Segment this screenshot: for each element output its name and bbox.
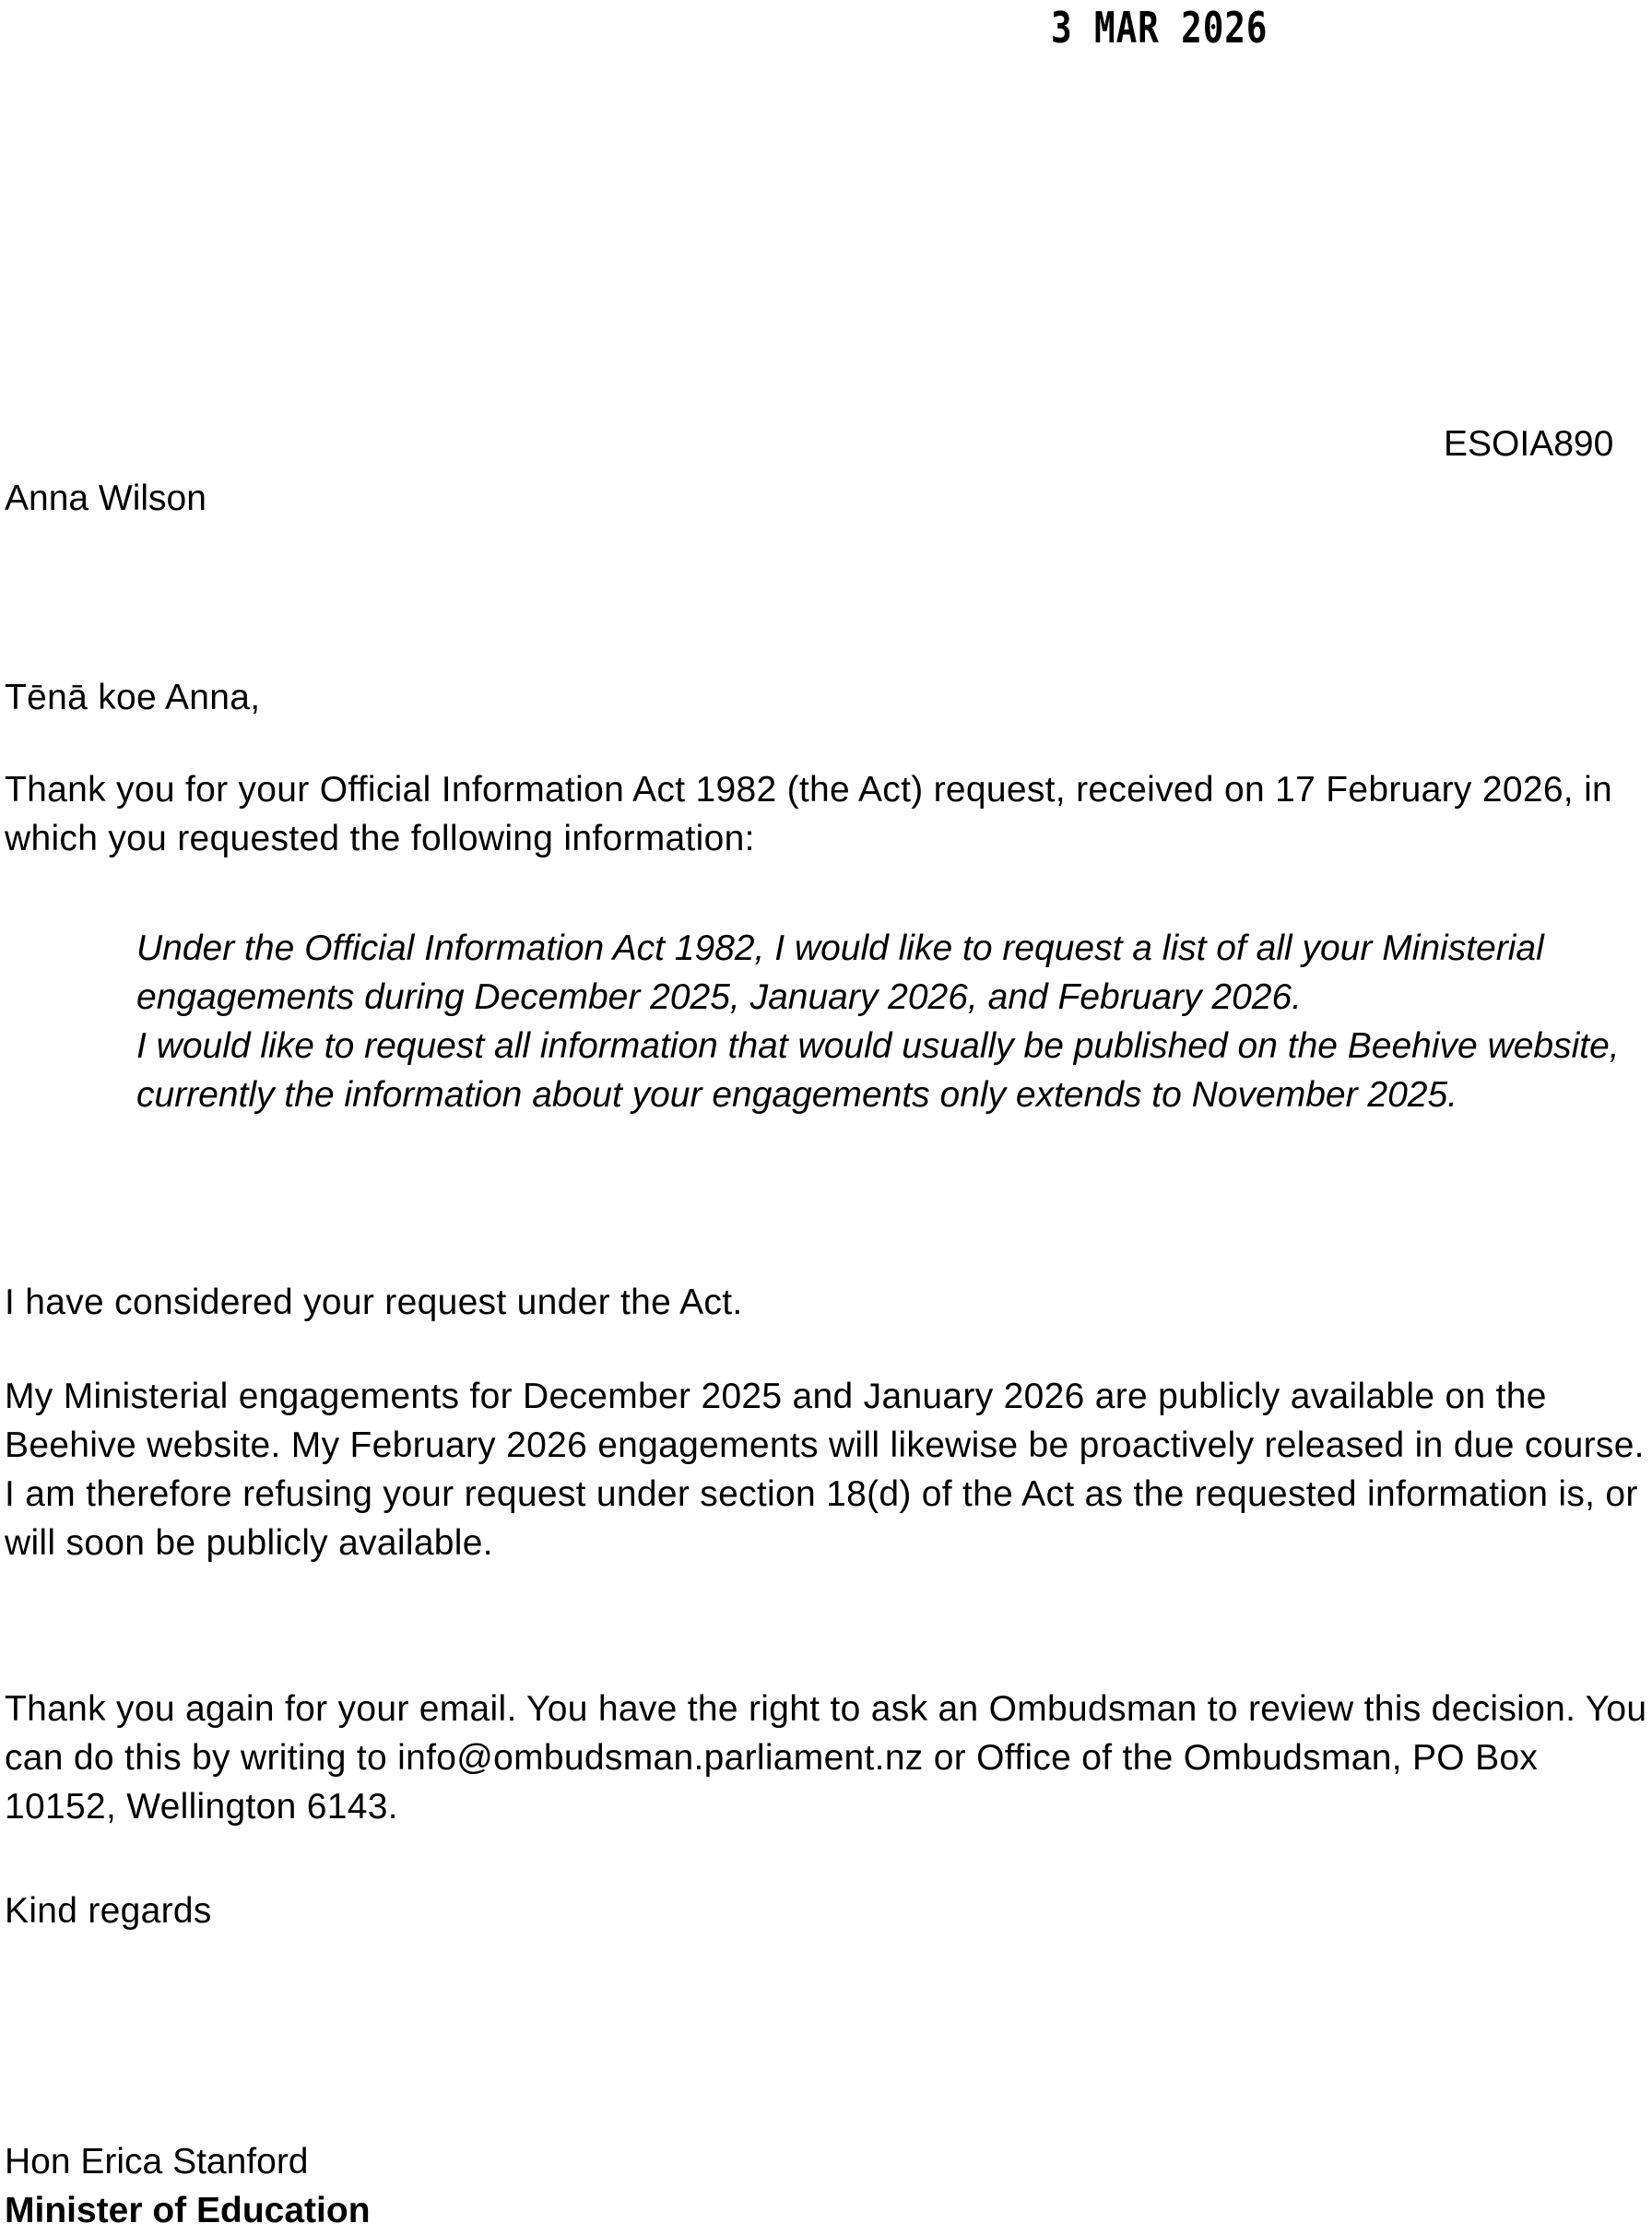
signer-name: Hon Erica Stanford bbox=[5, 2142, 309, 2182]
considered-paragraph: I have considered your request under the Act. bbox=[5, 1283, 743, 1322]
date-stamp: 3 MAR 2026 bbox=[1051, 3, 1268, 53]
intro-paragraph: Thank you for your Official Information Act 1982 (the Act) request, received on 17 February 2026, in which you requested the following information: bbox=[5, 770, 1613, 858]
review-rights-paragraph: Thank you again for your email. You have the right to ask an Ombudsman to review this decision. You can do this by writing to info@ombudsman.parliament.nz or Office of the Ombudsman, PO Box 10152, Wellington 6143. bbox=[5, 1689, 1647, 1827]
quoted-request-line-2: I would like to request all information that would usually be published on the Beehive website, currently the information about your engagements only extends to November 2025. bbox=[136, 1026, 1620, 1115]
closing: Kind regards bbox=[5, 1891, 212, 1931]
decision-paragraph: My Ministerial engagements for December 2025 and January 2026 are publicly available on the Beehive website. My February 2026 engagements will likewise be proactively released in due course. I am therefore refusing your request under section 18(d) of the Act as the requested information is, or will soon be publicly available. bbox=[5, 1377, 1645, 1563]
salutation: Tēnā koe Anna, bbox=[5, 678, 261, 717]
signer-title: Minister of Education bbox=[5, 2191, 371, 2230]
reference-number: ESOIA890 bbox=[1444, 424, 1614, 464]
quoted-request bbox=[136, 924, 1648, 1119]
addressee-name: Anna Wilson bbox=[5, 479, 206, 518]
quoted-request-line-1: Under the Official Information Act 1982, I would like to request a list of all your Ministerial engagements during December 2025, January 2026, and February 2026. bbox=[136, 928, 1544, 1017]
